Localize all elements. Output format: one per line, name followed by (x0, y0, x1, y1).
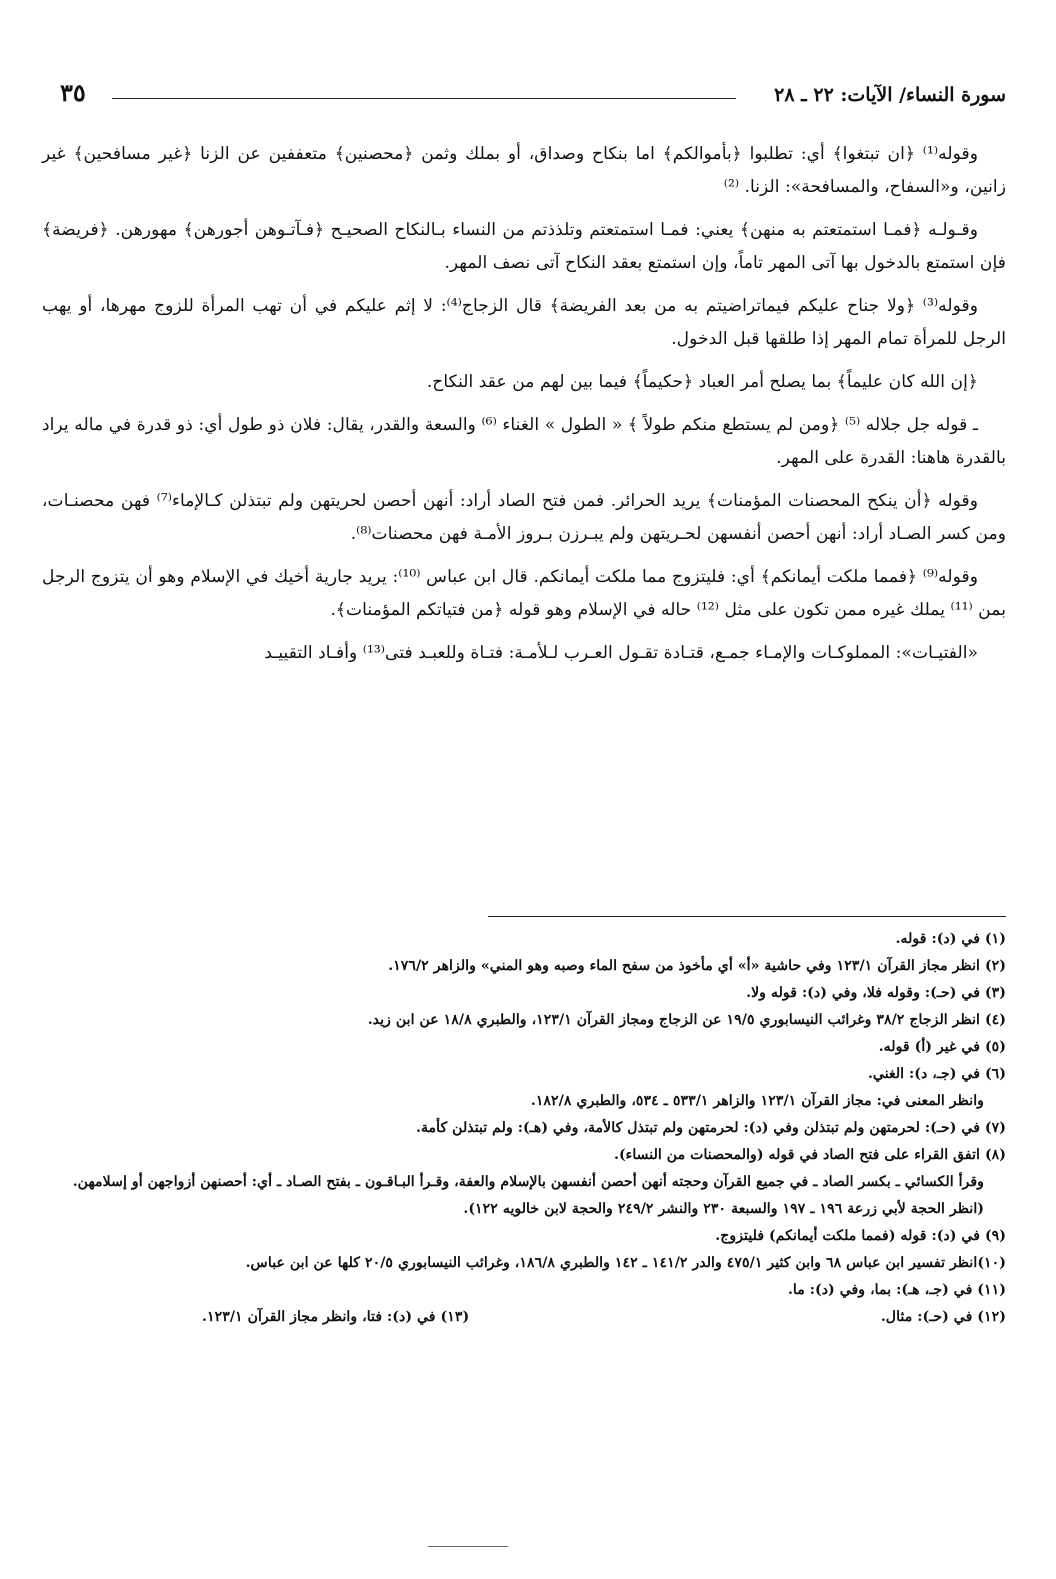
footnote: (٦) في (جـ، د): الغني. (867, 1066, 1006, 1082)
paragraph: وقـولـه ﴿فمـا استمتعتم به منهن﴾ يعني: فمـا استمتعتم وتلذذتم من النساء بـالنكاح الصحيـح ﴿فـآتـوهن أجورهن﴾ مهورهن. ﴿فريضة﴾ فإن استمتع بالدخول بها آتى المهر تاماً، وإن استمتع بعقد النكاح آتى نصف المهر. (42, 220, 1006, 273)
footnote: (١) في (د): قوله. (895, 931, 1006, 947)
footnote: (٨) اتفق القراء على فتح الصاد في قوله (والمحصنات من النساء). (614, 1147, 1006, 1163)
running-title: سورة النساء/ الآيات: ٢٢ ـ ٢٨ (774, 84, 1006, 106)
paragraph: «الفتيـات»: المملوكـات والإمـاء جمـع، قتـادة تقـول العـرب لـلأمـة: فتـاة وللعبـد فتى⁽¹³⁾ وأفـاد التقييـد (264, 643, 978, 663)
footnote-continuation: وقرأ الكسائي ـ بكسر الصاد ـ في جميع القرآن وحجته أنهن أحصن أنفسهن بالإسلام والعفة، وقـرأ البـاقـون ـ بفتح الصـاد ـ أي: أحصنهن أزواجهن أو إسلامهن. (72, 1174, 984, 1190)
paragraph: وقوله⁽⁹⁾ ﴿فمما ملكت أيمانكم﴾ أي: فليتزوج مما ملكت أيمانكم. قال ابن عباس ⁽¹⁰⁾: يريد جارية أخيك في الإسلام وهو أن يتزوج الرجل بمن ⁽¹¹⁾ يملك غيره ممن تكون على مثل ⁽¹²⁾ حاله في الإسلام وهو قوله ﴿من فتياتكم المؤمنات﴾. (42, 567, 1006, 620)
paragraph: ـ قوله جل جلاله ⁽⁵⁾ ﴿ومن لم يستطع منكم طولاً ﴾ « الطول » الغناء ⁽⁶⁾ والسعة والقدر، يقال: فلان ذو طول أي: ذو قدرة في ماله يراد بالقدرة هاهنا: القدرة على المهر. (42, 415, 1006, 468)
paragraph: وقوله ﴿أن ينكح المحصنات المؤمنات﴾ يريد الحرائر. فمن فتح الصاد أراد: أنهن أحصن لحريتهن ولم تبتذلن كـالإماء⁽⁷⁾ فهن محصنـات، ومن كسر الصـاد أراد: أنهن أحصن أنفسهن لحـريتهن ولم يبـرزن بـروز الأمـة فهن محصنات⁽⁸⁾. (42, 491, 1006, 544)
paragraph: وقوله⁽³⁾ ﴿ولا جناح عليكم فيماتراضيتم به من بعد الفريضة﴾ قال الزجاج⁽⁴⁾: لا إثم عليكم في أن تهب المرأة للزوج مهرها، أو يهب الرجل للمرأة تمام المهر إذا طلقها قبل الدخول. (42, 296, 1006, 349)
footnote: (١٢) في (حـ): مثال. (880, 1309, 1006, 1325)
footnote: (٥) في غير (أ) قوله. (878, 1039, 1006, 1055)
bottom-rule (428, 1546, 508, 1547)
footnote-separator (488, 916, 1006, 917)
paragraph: وقوله⁽¹⁾ ﴿ان تبتغوا﴾ أي: تطلبوا ﴿بأموالكم﴾ اما بنكاح وصداق، أو بملك وثمن ﴿محصنين﴾ متعففين عن الزنا ﴿غير مسافحين﴾ غير زانين، و«السفاح، والمسافحة»: الزنا. ⁽²⁾ (42, 144, 1006, 197)
footnote: (٣) في (حـ): وقوله فلا، وفي (د): قوله ولا. (746, 985, 1006, 1001)
footnote: (٢) انظر مجاز القرآن ١٢٣/١ وفي حاشية «أ» أي مأخوذ من سفح الماء وصبه وهو المني» والزاهر ١٧٦/٢. (388, 958, 1006, 974)
main-text (42, 138, 1006, 680)
footnote-continuation: (انظر الحجة لأبي زرعة ١٩٦ ـ ١٩٧ والسبعة ٢٣٠ والنشر ٢٤٩/٢ والحجة لابن خالويه ١٢٢). (463, 1201, 984, 1217)
paragraph: ﴿إن الله كان عليماً﴾ بما يصلح أمر العباد ﴿حكيماً﴾ فيما بين لهم من عقد النكاح. (426, 372, 978, 392)
footnote: (٧) في (حـ): لحرمتهن ولم تبتذلن وفي (د): لحرمتهن ولم تبتذل كالأمة، وفي (هـ): ولم تبتذلن كأمة. (416, 1120, 1006, 1136)
footnotes (42, 926, 1006, 1331)
page-header (60, 78, 1006, 108)
footnote: (١٣) في (د): فتا، وانظر مجاز القرآن ١٢٣/١. (202, 1309, 470, 1325)
footnote-row (42, 1304, 1006, 1331)
footnote: (١١) في (جـ، هـ): بما، وفي (د): ما. (787, 1282, 1006, 1298)
footnote: (٤) انظر الزجاج ٣٨/٢ وغرائب النيسابوري ١٩/٥ عن الزجاج ومجاز القرآن ١٢٣/١، والطبري ١٨/٨ عن ابن زيد. (367, 1012, 1006, 1028)
footnote: (١٠)انظر تفسير ابن عباس ٦٨ وابن كثير ٤٧٥/١ والدر ١٤١/٢ ـ ١٤٢ والطبري ١٨٦/٨، وغرائب النيسابوري ٢٠/٥ كلها عن ابن عباس. (245, 1255, 1006, 1271)
header-rule (112, 98, 736, 99)
page-number: ٣٥ (60, 78, 86, 107)
footnote: (٩) في (د): قوله (فمما ملكت أيمانكم) فليتزوج. (715, 1228, 1006, 1244)
footnote-continuation: وانظر المعنى في: مجاز القرآن ١٢٣/١ والزاهر ٥٣٣/١ ـ ٥٣٤، والطبري ١٨٢/٨. (530, 1093, 984, 1109)
